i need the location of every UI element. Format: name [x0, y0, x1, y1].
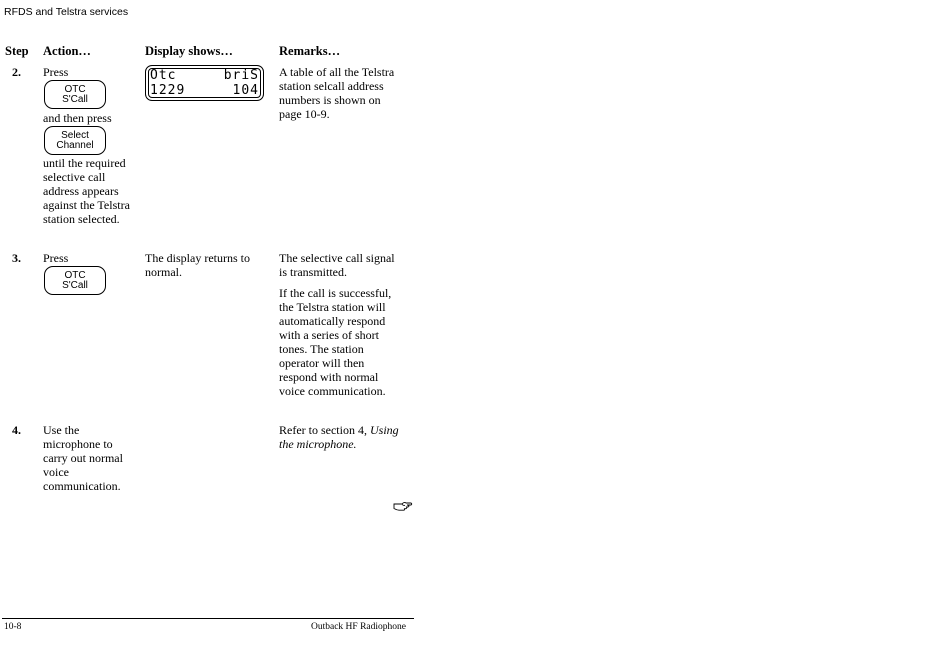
remarks-text	[279, 65, 394, 121]
text-line: carry out normal	[43, 451, 123, 465]
text-line: microphone to	[43, 437, 113, 451]
lcd-display	[145, 65, 264, 101]
text-line: address appears	[43, 184, 119, 198]
button-label: S'Call	[62, 279, 88, 291]
action-text	[43, 156, 130, 226]
select-channel-button	[44, 126, 106, 155]
text-line: automatically respond	[279, 314, 386, 328]
page-header: RFDS and Telstra services	[4, 6, 129, 18]
text-line: communication.	[43, 479, 121, 493]
display-text	[145, 251, 250, 279]
page-number: 10-8	[4, 622, 22, 632]
text-line: page 10-9.	[279, 107, 330, 121]
text-line: Use the	[43, 423, 80, 437]
step-number: 4.	[12, 423, 21, 437]
action-text	[43, 423, 123, 493]
remarks-italic: Using	[369, 423, 399, 437]
footer-title: Outback HF Radiophone	[311, 622, 406, 632]
remarks-text	[279, 251, 395, 279]
action-text: Press	[43, 251, 69, 265]
column-remarks-heading: Remarks…	[279, 44, 341, 58]
column-display-heading: Display shows…	[145, 44, 233, 58]
display-line1-left: Otc	[150, 68, 177, 83]
button-label: OTC	[64, 83, 86, 95]
button-label: Channel	[56, 139, 94, 151]
pointing-hand-icon	[393, 499, 413, 517]
text-line: station selcall address	[279, 79, 384, 93]
display-line2-right: 104	[232, 83, 259, 98]
text-line	[279, 423, 399, 437]
text-line: tones. The station	[279, 342, 364, 356]
text-line: The display returns to	[145, 251, 250, 265]
text-line: A table of all the Telstra	[279, 65, 395, 79]
text-line: selective call	[43, 170, 106, 184]
text-line: numbers is shown on	[279, 93, 381, 107]
column-step-heading: Step	[5, 44, 29, 58]
text-line: voice communication.	[279, 384, 386, 398]
action-text: and then press	[43, 111, 112, 125]
text-line: the Telstra station will	[279, 300, 386, 314]
text-line: is transmitted.	[279, 265, 347, 279]
button-label: OTC	[64, 269, 86, 281]
remarks-plain: Refer to section 4,	[279, 423, 367, 437]
remarks-text	[279, 286, 391, 398]
text-line: normal.	[145, 265, 182, 279]
display-line1-right: briS	[223, 68, 259, 83]
text-line: If the call is successful,	[279, 286, 392, 300]
display-line2-left: 1229	[150, 83, 186, 98]
text-line: with a series of short	[279, 328, 379, 342]
text-line	[279, 437, 399, 451]
text-line: station selected.	[43, 212, 120, 226]
otc-scall-button	[44, 80, 106, 109]
text-line: respond with normal	[279, 370, 379, 384]
column-action-heading: Action…	[43, 44, 91, 58]
step-number: 2.	[12, 65, 21, 79]
text-line: until the required	[43, 156, 126, 170]
text-line: voice	[43, 465, 69, 479]
footer-divider	[2, 618, 414, 619]
text-line: The selective call signal	[279, 251, 395, 265]
otc-scall-button	[44, 266, 106, 295]
action-text: Press	[43, 65, 69, 79]
button-label: Select	[61, 129, 89, 141]
step-number: 3.	[12, 251, 21, 265]
remarks-text	[279, 423, 399, 451]
remarks-italic: the microphone.	[279, 437, 357, 451]
button-label: S'Call	[62, 93, 88, 105]
text-line: operator will then	[279, 356, 365, 370]
text-line: against the Telstra	[43, 198, 130, 212]
